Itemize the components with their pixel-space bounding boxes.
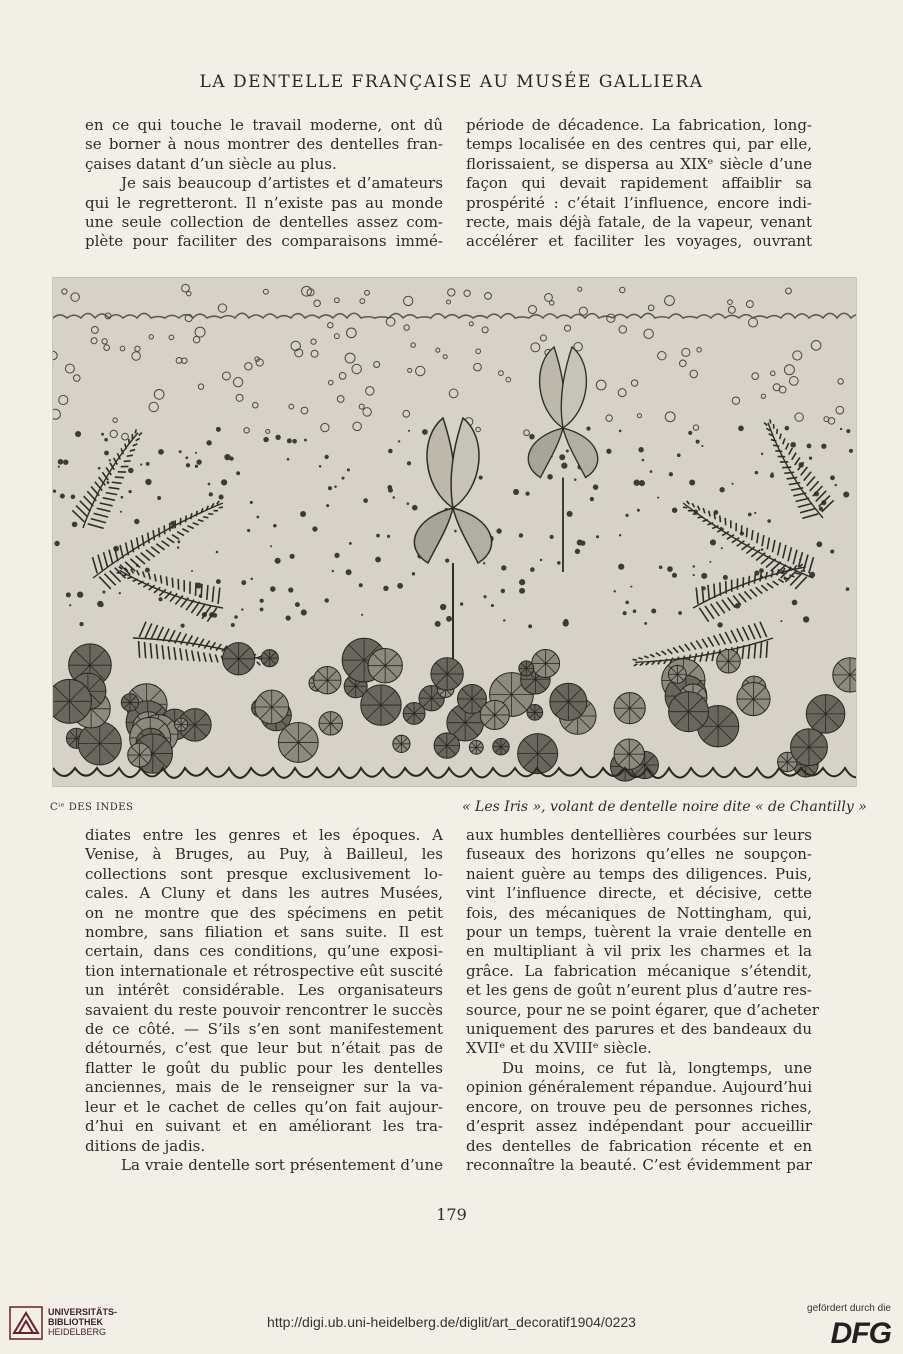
- text-line: vint l’influence directe, et décisive, cette: [466, 884, 812, 903]
- text-line: en multipliant à vil prix les charmes et la: [466, 942, 812, 961]
- text-line: période de décadence. La fabrication, long-: [466, 116, 812, 134]
- figure-credit: Cⁱᵉ DES INDES: [50, 802, 134, 813]
- text-column-bottom-left: [85, 826, 443, 1175]
- text-line: on ne montre que des spécimens en petit: [85, 903, 443, 922]
- text-column-top-left: [85, 116, 443, 252]
- text-line: savaient du reste pouvoir rencontrer le succès: [85, 1000, 443, 1019]
- text-line: collections sont presque exclusivement lo-: [85, 864, 443, 883]
- text-line: La vraie dentelle sort présentement d’une: [121, 1155, 443, 1174]
- text-line: ditions de jadis.: [85, 1136, 206, 1155]
- text-line: Je sais beaucoup d’artistes et d’amateurs: [121, 174, 443, 193]
- text-line: diates entre les genres et les époques. A: [85, 826, 443, 844]
- lace-illustration: [52, 277, 857, 787]
- permalink-url[interactable]: http://digi.ub.uni-heidelberg.de/diglit/art_decoratif1904/0223: [267, 1314, 636, 1330]
- text-line: florissaient, se dispersa au XIXᵉ siècle d’une: [466, 154, 812, 173]
- text-line: d’esprit assez indépendant pour accueillir: [466, 1117, 812, 1136]
- text-line: aux humbles dentellières courbées sur leurs: [466, 826, 812, 844]
- text-line: encore, on trouve peu de personnes riches,: [466, 1097, 812, 1116]
- text-line: qui le regretteront. Il n’existe pas au monde: [85, 193, 443, 212]
- text-line: naient guère au temps des diligences. Puis,: [466, 864, 812, 883]
- text-line: source, pour ne se point égarer, que d’acheter: [466, 1000, 819, 1019]
- text-line: certain, dans ces conditions, qu’une exposi-: [85, 942, 443, 961]
- text-line: flatter le goût du public pour les dentelles: [85, 1058, 443, 1077]
- text-line: nombre, sans filiation et sans suite. Il est: [85, 923, 443, 942]
- figure-caption: « Les Iris », volant de dentelle noire dite « de Chantilly »: [462, 799, 867, 815]
- funding-label: gefördert durch die: [807, 1303, 891, 1314]
- text-line: tion internationale et rétrospective eût suscité: [85, 961, 443, 980]
- page-number: 179: [436, 1205, 467, 1224]
- text-line: opinion généralement répandue. Aujourd’hui: [466, 1078, 812, 1097]
- uni-line: HEIDELBERG: [48, 1327, 107, 1337]
- text-line: temps localisée en des centres qui, par elle,: [466, 135, 812, 154]
- text-line: XVIIᵉ et du XVIIIᵉ siècle.: [466, 1039, 652, 1058]
- text-line: pour un temps, tuèrent la vraie dentelle en: [466, 923, 812, 942]
- text-line: se borner à nous montrer des dentelles fran-: [85, 135, 443, 154]
- text-line: Du moins, ce fut là, longtemps, une: [502, 1058, 812, 1077]
- text-line: grâce. La fabrication mécanique s’étendit,: [466, 961, 812, 980]
- uni-line: UNIVERSITÄTS-: [48, 1307, 118, 1317]
- text-line: en ce qui touche le travail moderne, ont dû: [85, 116, 443, 134]
- text-line: prospérité : c’était l’influence, encore indi-: [466, 193, 812, 212]
- digitization-footer: [0, 1295, 903, 1354]
- lace-illustration-drawing: [53, 278, 857, 787]
- text-line: reconnaître la beauté. C’est évidemment par: [466, 1155, 812, 1174]
- text-line: de ce côté. — S’ils s’en sont manifestement: [85, 1020, 443, 1039]
- text-line: une seule collection de dentelles assez com-: [85, 213, 443, 232]
- text-line: recte, mais déjà fatale, de la vapeur, venant: [466, 213, 812, 232]
- text-line: et les gens de goût n’eurent plus d’autre res-: [466, 981, 812, 1000]
- uni-line: BIBLIOTHEK: [48, 1317, 103, 1327]
- text-line: cales. A Cluny et dans les autres Musées,: [85, 884, 443, 903]
- text-line: accélérer et faciliter les voyages, ouvrant: [466, 232, 812, 251]
- text-line: plète pour faciliter des comparaisons immé-: [85, 232, 443, 251]
- text-line: fuseaux des horizons qu’elles ne soupçon-: [466, 845, 812, 864]
- text-line: un intérêt considérable. Les organisateurs: [85, 981, 443, 1000]
- text-line: détournés, c’est que leur but n’était pas de: [85, 1039, 443, 1058]
- dfg-logo: DFG: [830, 1317, 891, 1350]
- running-header: LA DENTELLE FRANÇAISE AU MUSÉE GALLIERA: [199, 72, 704, 92]
- text-column-top-right: [466, 116, 812, 252]
- text-line: d’hui en suivant et en améliorant les tra-: [85, 1117, 443, 1136]
- text-line: çaises datant d’un siècle au plus.: [85, 154, 337, 173]
- text-line: fois, des mécaniques de Nottingham, qui,: [466, 903, 812, 922]
- text-line: leur et le cachet de celles qu’on fait aujour-: [85, 1097, 443, 1116]
- text-line: uniquement des parures et des bandeaux du: [466, 1020, 812, 1039]
- text-line: façon qui devait rapidement affaiblir sa: [466, 174, 812, 193]
- text-line: anciennes, mais de le renseigner sur la va-: [85, 1078, 443, 1097]
- text-line: des dentelles de fabrication récente et en: [466, 1136, 812, 1155]
- text-line: Venise, à Bruges, au Puy, à Bailleul, les: [85, 845, 443, 864]
- text-column-bottom-right: [466, 826, 819, 1175]
